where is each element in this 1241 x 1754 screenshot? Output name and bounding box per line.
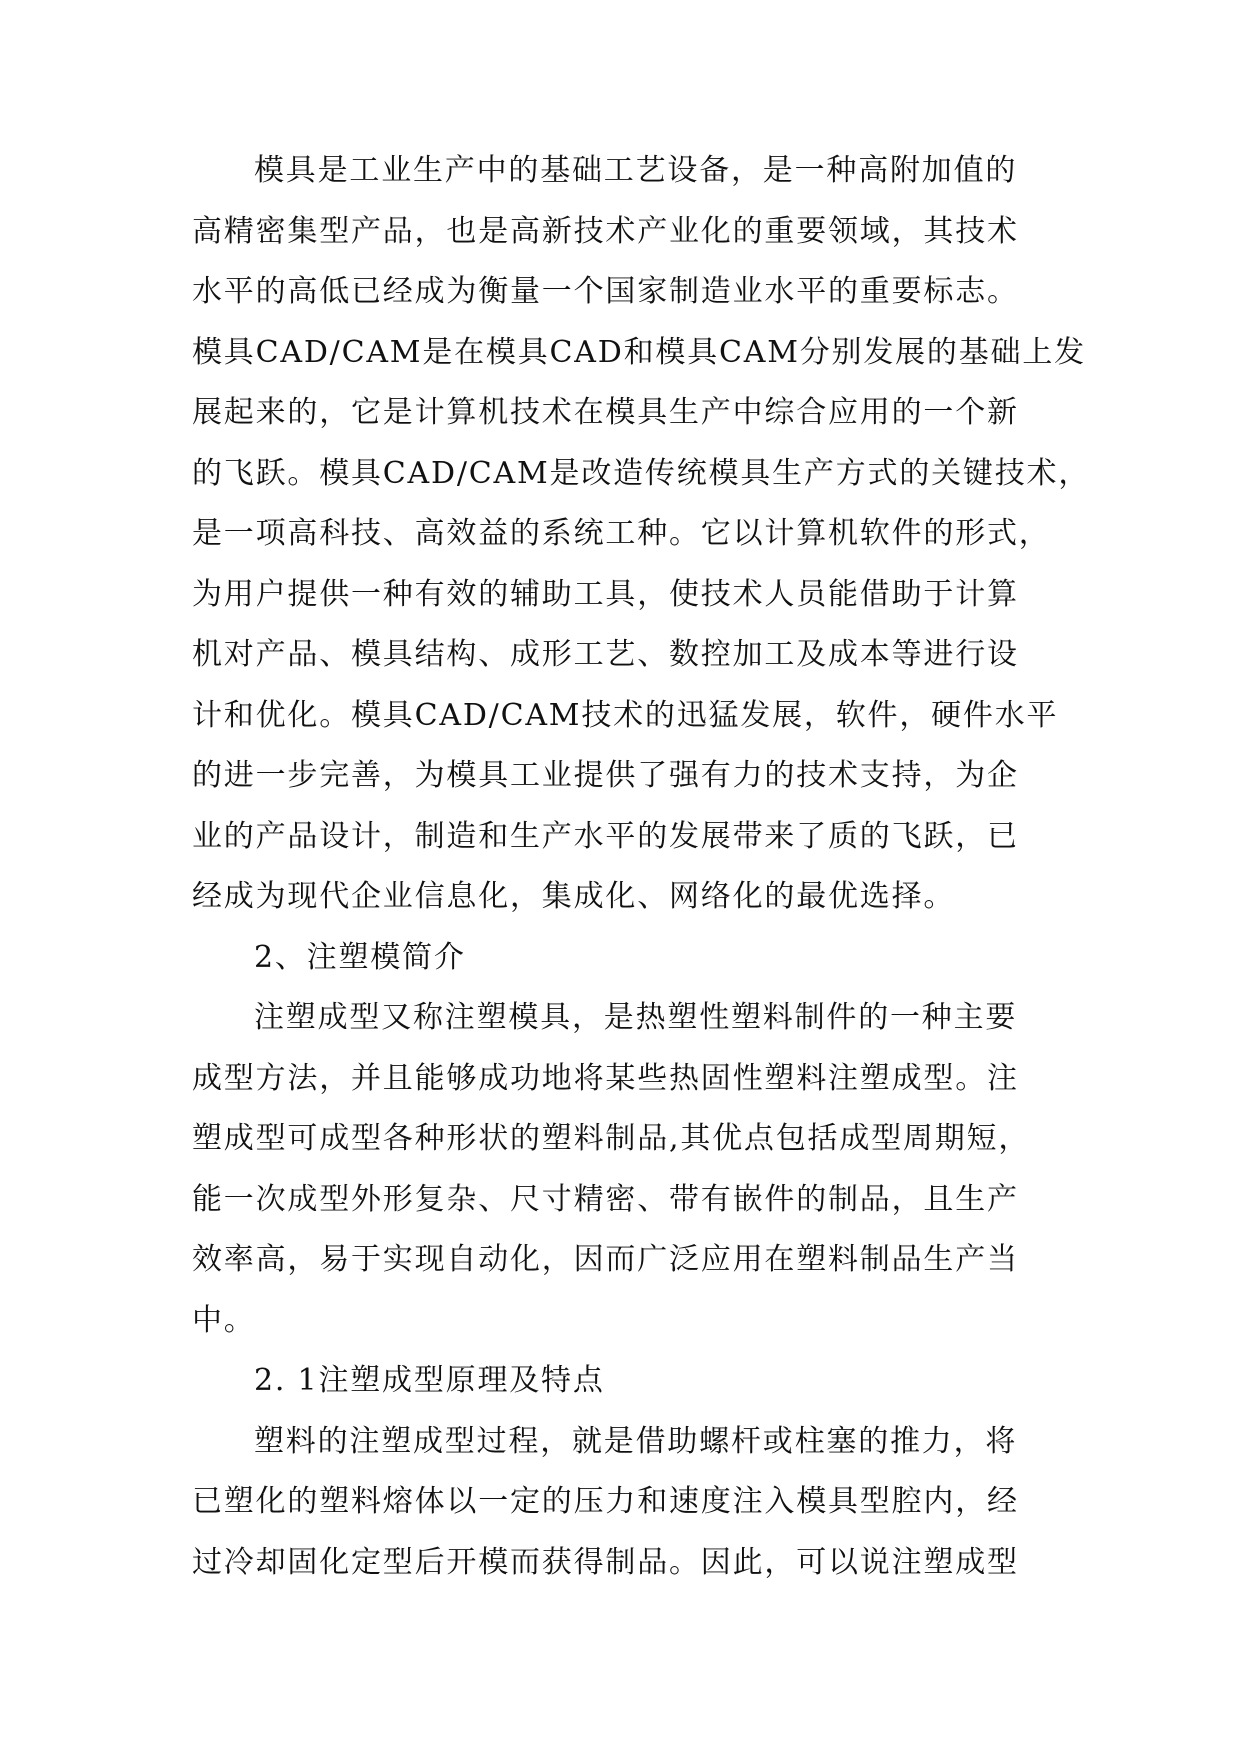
paragraph-line-13: 经成为现代企业信息化，集成化、网络化的最优选择。 <box>192 879 956 914</box>
paragraph-line-9: 机对产品、模具结构、成形工艺、数控加工及成本等进行设 <box>192 637 1019 672</box>
paragraph-line-2: 高精密集型产品，也是高新技术产业化的重要领域，其技术 <box>192 213 1019 249</box>
paragraph-line-8: 为用户提供一种有效的辅助工具，使技术人员能借助于计算 <box>192 576 1019 612</box>
paragraph-line-22: 塑料的注塑成型过程，就是借助螺杆或柱塞的推力，将 <box>254 1423 1018 1459</box>
paragraph-line-7: 是一项高科技、高效益的系统工种。它以计算机软件的形式， <box>192 516 1051 551</box>
paragraph-line-24: 过冷却固化定型后开模而获得制品。因此，可以说注塑成型 <box>192 1544 1019 1580</box>
paragraph-line-5: 展起来的，它是计算机技术在模具生产中综合应用的一个新 <box>192 395 1019 430</box>
paragraph-line-16: 成型方法，并且能够成功地将某些热固性塑料注塑成型。注 <box>192 1060 1019 1096</box>
paragraph-line-20: 中。 <box>192 1302 256 1338</box>
paragraph-line-11: 的进一步完善，为模具工业提供了强有力的技术支持，为企 <box>192 758 1019 793</box>
paragraph-line-6: 的飞跃。模具CAD/CAM是改造传统模具生产方式的关键技术， <box>192 455 1091 491</box>
paragraph-line-4: 模具CAD/CAM是在模具CAD和模具CAM分别发展的基础上发 <box>192 334 1086 370</box>
paragraph-line-3: 水平的高低已经成为衡量一个国家制造业水平的重要标志。 <box>192 274 1019 309</box>
section-heading-2-1: 2. 1注塑成型原理及特点 <box>254 1363 605 1398</box>
paragraph-line-23: 已塑化的塑料熔体以一定的压力和速度注入模具型腔内，经 <box>192 1484 1019 1519</box>
paragraph-line-17: 塑成型可成型各种形状的塑料制品,其优点包括成型周期短， <box>192 1121 1031 1156</box>
section-heading-2: 2、注塑模简介 <box>254 939 466 975</box>
paragraph-line-18: 能一次成型外形复杂、尺寸精密、带有嵌件的制品，且生产 <box>192 1181 1019 1217</box>
paragraph-line-12: 业的产品设计，制造和生产水平的发展带来了质的飞跃，已 <box>192 818 1019 854</box>
paragraph-line-10: 计和优化。模具CAD/CAM技术的迅猛发展，软件，硬件水平 <box>192 697 1059 733</box>
paragraph-line-15: 注塑成型又称注塑模具，是热塑性塑料制件的一种主要 <box>254 1000 1018 1035</box>
body-text <box>192 153 1091 1608</box>
paragraph-line-19: 效率高，易于实现自动化，因而广泛应用在塑料制品生产当 <box>192 1242 1019 1277</box>
paragraph-line-1: 模具是工业生产中的基础工艺设备，是一种高附加值的 <box>254 153 1018 188</box>
